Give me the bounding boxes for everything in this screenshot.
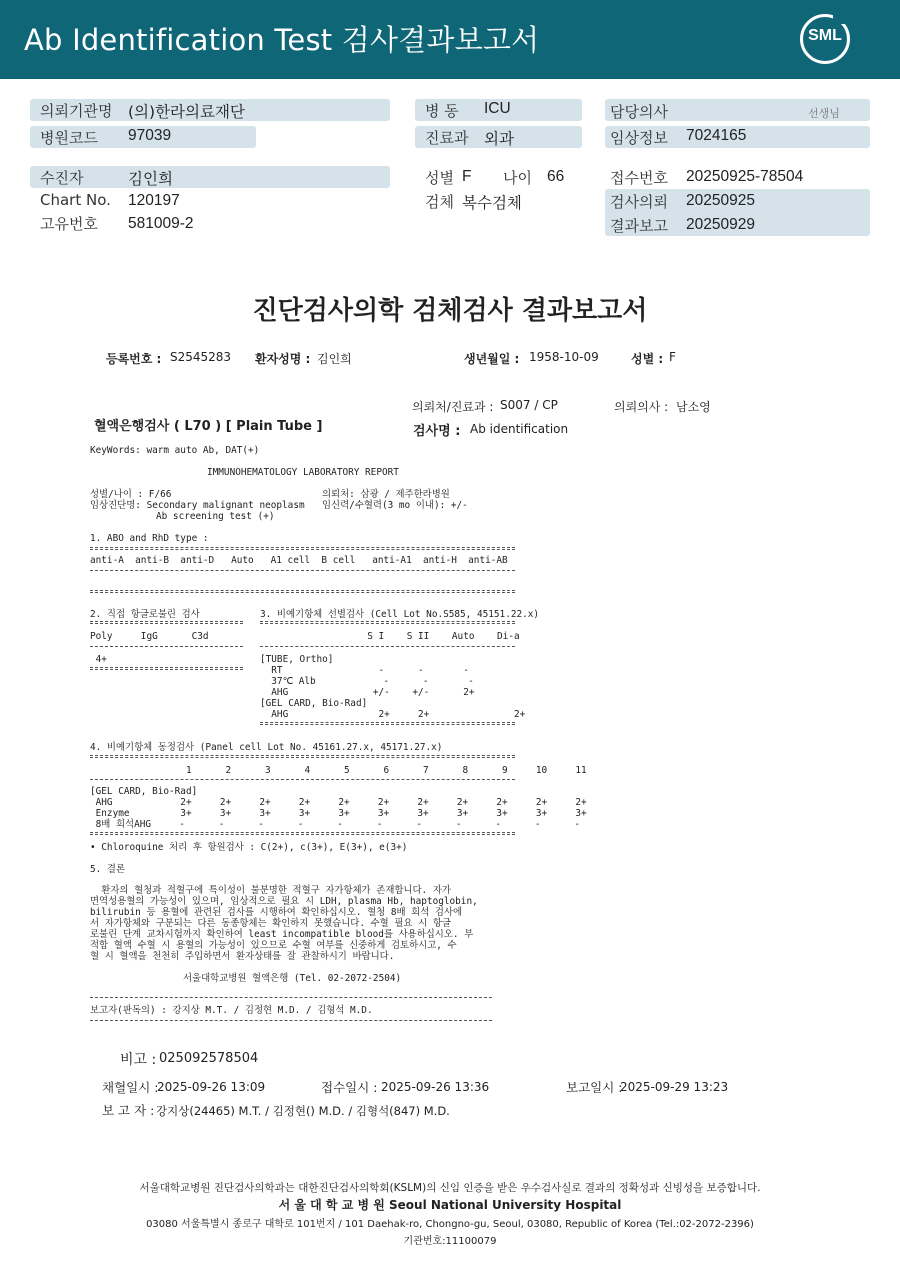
double-separator: [90, 621, 243, 624]
section4-row: 8배 희석AHG - - - - - - - - - - -: [90, 819, 580, 830]
receive-label: 접수일시 :: [321, 1080, 378, 1095]
chloroquine-line: • Chloroquine 처리 후 항원검사 : C(2+), c(3+), E(3+), e(3+): [90, 842, 408, 853]
report-date-label: 보고일시 :: [566, 1080, 623, 1095]
section3-gel-row: AHG 2+ 2+ 2+: [260, 709, 526, 720]
section3-title: 3. 비예기항체 선별검사 (Cell Lot No.S585, 45151.22.x): [260, 609, 540, 620]
request-doctor-value: 남소영: [676, 400, 711, 414]
section5-title: 5. 결론: [90, 864, 126, 875]
doctor-value: 선생님: [808, 107, 840, 120]
name-value: 김인희: [317, 352, 352, 366]
age-value: 66: [547, 168, 565, 185]
collect-label: 채혈일시 :: [102, 1080, 159, 1095]
double-separator: [90, 667, 243, 670]
chart-label: Chart No.: [40, 191, 111, 209]
age-label: 나이: [503, 169, 532, 187]
double-separator: [90, 832, 515, 835]
conclusion-line: 적합 혈액 수혈 시 용혈의 가능성이 있으므로 수혈 여부를 신중하게 검토하시고, 수: [90, 940, 457, 951]
footer-address: 03080 서울특별시 종로구 대학로 101번지 / 101 Daehak-ro, Chongno-gu, Seoul, 03080, Republic of Korea (Tel.:02-2072-2396): [146, 1219, 754, 1230]
patient-label: 수진자: [40, 169, 84, 187]
dept-value: 외과: [484, 130, 514, 148]
chart-value: 120197: [128, 192, 180, 209]
logo-text: SML: [808, 27, 842, 44]
section3-tube: [TUBE, Ortho]: [260, 654, 334, 665]
sexage-line: 성별/나이 : F/66: [90, 489, 172, 500]
request-value: 20250925: [686, 192, 755, 209]
report-title: 진단검사의학 검체검사 결과보고서: [252, 296, 648, 326]
separator: [90, 997, 492, 998]
sex-label: 성별: [425, 169, 454, 187]
request-dept-value: S007 / CP: [500, 398, 558, 412]
reporter-line: 보고자(판독의) : 강지상 M.T. / 김정현 M.D. / 김형석 M.D.: [90, 1005, 373, 1016]
note-value: 025092578504: [159, 1051, 259, 1066]
screen-line: Ab screening test (+): [156, 511, 275, 522]
section4-gel: [GEL CARD, Bio-Rad]: [90, 786, 198, 797]
test-label: 검사명 :: [413, 424, 461, 439]
section3-row: AHG +/- +/- 2+: [260, 687, 475, 698]
section1-title: 1. ABO and RhD type :: [90, 533, 209, 544]
section2-title: 2. 직접 항글로불린 검사: [90, 609, 200, 620]
ref-line: 의뢰처: 삼광 / 제주한라병원: [322, 489, 450, 500]
name-label: 환자성명 :: [255, 352, 311, 366]
dob-value: 1958-10-09: [529, 350, 599, 364]
reg-label: 등록번호 :: [106, 352, 162, 366]
test-value: Ab identification: [470, 422, 569, 436]
hospital-code-value: 97039: [128, 127, 172, 144]
separator: [90, 570, 515, 571]
result-label: 결과보고: [610, 217, 668, 235]
request-dept-label: 의뢰처/진료과 :: [412, 400, 494, 414]
section3-row: 37℃ Alb - - -: [260, 676, 474, 687]
footer-institution-code: 기관번호:11100079: [403, 1236, 497, 1247]
conclusion-line: 혈 시 혈액을 천천히 주입하면서 환자상태를 잘 관찰하시기 바랍니다.: [90, 951, 395, 962]
separator: [90, 779, 515, 780]
conclusion-line: 서 자가항체와 구분되는 다른 동종항체는 확인하지 못했습니다. 수혈 필요 시 항글: [90, 918, 451, 929]
info-bar: [30, 166, 390, 188]
sml-logo: [800, 14, 850, 64]
result-value: 20250929: [686, 216, 755, 233]
section3-columns: S I S II Auto Di-a: [260, 631, 520, 642]
footer-hospital-name: 서 울 대 학 교 병 원 Seoul National University Hospital: [278, 1198, 622, 1212]
clinical-label: 임상정보: [610, 129, 668, 147]
clinical-value: 7024165: [686, 127, 747, 144]
double-separator: [90, 547, 515, 550]
section1-columns: anti-A anti-B anti-D Auto A1 cell B cell anti-A1 anti-H anti-AB: [90, 555, 508, 566]
section2-values: 4+: [90, 654, 107, 665]
receipt-value: 20250925-78504: [686, 168, 804, 185]
section3-gel: [GEL CARD, Bio-Rad]: [260, 698, 368, 709]
test-group: 혈액은행검사 ( L70 ) [ Plain Tube ]: [94, 419, 323, 434]
reg-value: S2545283: [170, 350, 232, 364]
patient-value: 김인희: [128, 170, 173, 188]
diag-line: 임상진단명: Secondary malignant neoplasm: [90, 500, 305, 511]
double-separator: [90, 755, 515, 758]
ward-value: ICU: [484, 100, 511, 117]
note-label: 비고 :: [120, 1052, 157, 1068]
report-date-value: 2025-09-29 13:23: [620, 1080, 729, 1094]
double-separator: [90, 590, 515, 593]
conclusion-line: 면역성용혈의 가능성이 있으며, 임상적으로 필요 시 LDH, plasma Hb, haptoglobin,: [90, 896, 478, 907]
section4-columns: 1 2 3 4 5 6 7 8 9 10 11: [90, 765, 587, 776]
double-separator: [260, 722, 515, 725]
conclusion-line: bilirubin 등 용혈에 관련된 검사를 시행하여 확인하십시오. 혈청 8배 희석 검사에: [90, 907, 463, 918]
header-title: Ab Identification Test 검사결과보고서: [24, 23, 540, 57]
reporter2-label: 보 고 자 :: [102, 1103, 155, 1118]
request-label: 검사의뢰: [610, 193, 668, 211]
id-value: 581009-2: [128, 215, 194, 232]
blood-bank-line: 서울대학교병원 혈액은행 (Tel. 02-2072-2504): [183, 973, 402, 984]
section2-columns: Poly IgG C3d: [90, 631, 209, 642]
preg-line: 임신력/수혈력(3 mo 이내): +/-: [322, 500, 468, 511]
logo-arc-cut: [833, 12, 859, 24]
dept-label: 진료과: [425, 129, 469, 147]
doctor-label: 담당의사: [610, 103, 668, 121]
request-doctor-label: 의뢰의사 :: [614, 400, 669, 414]
separator: [90, 646, 243, 647]
section4-row: AHG 2+ 2+ 2+ 2+ 2+ 2+ 2+ 2+ 2+ 2+ 2+: [90, 797, 587, 808]
hospital-code-label: 병원코드: [40, 129, 98, 147]
reporter2-value: 강지상(24465) M.T. / 김정현() M.D. / 김형석(847) M.D.: [156, 1104, 450, 1118]
sex-value: F: [462, 168, 472, 185]
conclusion-line: 로불린 단계 교차시험까지 확인하여 least incompatible blood를 사용하십시오. 부: [90, 929, 474, 940]
receive-value: 2025-09-26 13:36: [381, 1080, 490, 1094]
report-header: [0, 0, 900, 79]
separator: [260, 646, 515, 647]
double-separator: [260, 621, 515, 624]
conclusion-line: 환자의 혈청과 적혈구에 특이성이 불분명한 적혈구 자가항체가 존재합니다. 자가: [90, 885, 451, 896]
lab-header: IMMUNOHEMATOLOGY LABORATORY REPORT: [207, 467, 399, 478]
report-sex-value: F: [669, 350, 676, 364]
collect-value: 2025-09-26 13:09: [157, 1080, 266, 1094]
section4-title: 4. 비예기항체 동정검사 (Panel cell Lot No. 45161.27.x, 45171.27.x): [90, 742, 443, 753]
id-label: 고유번호: [40, 215, 98, 233]
org-label: 의뢰기관명: [40, 102, 113, 120]
receipt-label: 접수번호: [610, 169, 668, 187]
section4-row: Enzyme 3+ 3+ 3+ 3+ 3+ 3+ 3+ 3+ 3+ 3+ 3+: [90, 808, 587, 819]
dob-label: 생년월일 :: [464, 352, 520, 366]
separator: [90, 1020, 492, 1021]
org-value: (의)한라의료재단: [128, 103, 245, 121]
ward-label: 병 동: [425, 102, 459, 120]
section3-row: RT - - -: [260, 665, 469, 676]
specimen-label: 검체: [425, 193, 454, 211]
keywords: KeyWords: warm auto Ab, DAT(+): [90, 445, 260, 456]
specimen-value: 복수검체: [462, 194, 522, 212]
report-sex-label: 성별 :: [631, 352, 664, 366]
footer-certification: 서울대학교병원 진단검사의학과는 대한진단검사의학회(KSLM)의 신임 인증을 받은 우수검사실로 결과의 정확성과 신빙성을 보증합니다.: [139, 1182, 761, 1194]
